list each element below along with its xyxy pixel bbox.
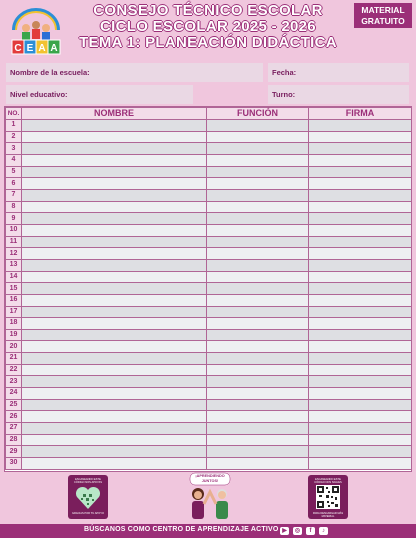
name-cell[interactable] [22,143,207,155]
name-cell[interactable] [22,213,207,225]
download-qr-caption: ESCANEANDO ESTE CÓDIGO NOS SIGUES [314,478,342,484]
table-row [6,376,412,388]
name-cell[interactable] [22,248,207,260]
role-cell[interactable] [207,294,309,306]
name-cell[interactable] [22,166,207,178]
footer-bar [0,524,416,538]
table-row [6,259,412,271]
name-cell[interactable] [22,154,207,166]
table-row [6,248,412,260]
table-row [6,143,412,155]
name-cell[interactable] [22,178,207,190]
signature-cell[interactable] [309,224,412,236]
name-cell[interactable] [22,411,207,423]
signature-cell[interactable] [309,399,412,411]
name-cell[interactable] [22,376,207,388]
facebook-icon[interactable]: f [306,527,315,535]
name-cell[interactable] [22,131,207,143]
download-qr-card[interactable] [308,475,348,519]
role-cell[interactable] [207,178,309,190]
name-cell[interactable] [22,341,207,353]
table-row [6,120,412,132]
signature-cell[interactable] [309,411,412,423]
row-number: 21 [6,353,22,365]
row-number: 16 [6,294,22,306]
signature-cell[interactable] [309,376,412,388]
signature-cell[interactable] [309,364,412,376]
row-number: 28 [6,434,22,446]
svg-text:A: A [50,43,58,54]
signature-cell[interactable] [309,388,412,400]
row-number: 23 [6,376,22,388]
education-level-field[interactable] [6,85,193,104]
table-row [6,388,412,400]
row-number: 14 [6,271,22,283]
role-cell[interactable] [207,376,309,388]
row-number: 22 [6,364,22,376]
role-cell[interactable] [207,283,309,295]
svg-text:A: A [38,43,46,54]
row-number: 11 [6,236,22,248]
table-row [6,131,412,143]
signature-cell[interactable] [309,458,412,470]
row-number: 10 [6,224,22,236]
signature-cell[interactable] [309,131,412,143]
name-cell[interactable] [22,201,207,213]
role-cell[interactable] [207,201,309,213]
header [0,0,416,62]
row-number: 26 [6,411,22,423]
signature-cell[interactable] [309,341,412,353]
table-row [6,329,412,341]
page-title [70,3,346,51]
role-cell[interactable] [207,236,309,248]
role-cell[interactable] [207,259,309,271]
signature-cell[interactable] [309,318,412,330]
header-signature: FIRMA [309,108,412,120]
name-cell[interactable] [22,120,207,132]
name-cell[interactable] [22,259,207,271]
row-number: 6 [6,178,22,190]
row-number: 8 [6,201,22,213]
free-material-badge [354,3,412,28]
signature-cell[interactable] [309,178,412,190]
role-cell[interactable] [207,318,309,330]
table-row [6,341,412,353]
qr-code-icon [316,485,340,509]
support-qr-bottom: GRACIAS POR TU APOYO [72,512,104,515]
badge-line-1: MATERIAL [361,5,405,15]
header-role: FUNCIÓN [207,108,309,120]
name-cell[interactable] [22,283,207,295]
row-number: 20 [6,341,22,353]
role-cell[interactable] [207,189,309,201]
role-cell[interactable] [207,271,309,283]
table-row [6,294,412,306]
signature-cell[interactable] [309,166,412,178]
row-number: 13 [6,259,22,271]
table-row [6,318,412,330]
table-row [6,306,412,318]
role-cell[interactable] [207,131,309,143]
row-number: 9 [6,213,22,225]
name-cell[interactable] [22,423,207,435]
table-row [6,178,412,190]
title-line-1: CONSEJO TÉCNICO ESCOLAR [93,2,323,19]
date-label: Fecha: [272,68,297,77]
support-qr-card[interactable] [68,475,108,519]
row-number: 2 [6,131,22,143]
name-cell[interactable] [22,189,207,201]
signature-cell[interactable] [309,446,412,458]
role-cell[interactable] [207,353,309,365]
name-cell[interactable] [22,271,207,283]
table-row [6,353,412,365]
table-row [6,364,412,376]
title-line-2: CICLO ESCOLAR 2025 - 2026 [100,18,316,35]
role-cell[interactable] [207,341,309,353]
education-level-label: Nivel educativo: [10,90,68,99]
signature-cell[interactable] [309,294,412,306]
signature-cell[interactable] [309,259,412,271]
role-cell[interactable] [207,411,309,423]
role-cell[interactable] [207,166,309,178]
name-cell[interactable] [22,446,207,458]
table-row [6,213,412,225]
signature-cell[interactable] [309,306,412,318]
row-number: 18 [6,318,22,330]
table-row [6,189,412,201]
table-row [6,411,412,423]
signature-cell[interactable] [309,120,412,132]
header-name: NOMBRE [22,108,207,120]
name-cell[interactable] [22,364,207,376]
row-number: 25 [6,399,22,411]
table-row [6,434,412,446]
signature-cell[interactable] [309,201,412,213]
row-number: 24 [6,388,22,400]
signature-cell[interactable] [309,236,412,248]
role-cell[interactable] [207,364,309,376]
signature-cell[interactable] [309,283,412,295]
table-row [6,166,412,178]
role-cell[interactable] [207,213,309,225]
role-cell[interactable] [207,423,309,435]
school-name-field[interactable] [6,63,263,82]
row-number: 29 [6,446,22,458]
row-number: 15 [6,283,22,295]
instagram-icon[interactable]: ◎ [294,528,301,534]
row-number: 1 [6,120,22,132]
table-header-row [6,108,412,120]
role-cell[interactable] [207,143,309,155]
signature-cell[interactable] [309,143,412,155]
table-row [6,283,412,295]
signature-cell[interactable] [309,271,412,283]
name-cell[interactable] [22,294,207,306]
table-row [6,201,412,213]
row-number: 17 [6,306,22,318]
row-number: 19 [6,329,22,341]
table-row [6,446,412,458]
heart-qr-icon [75,485,101,510]
table-row [6,423,412,435]
role-cell[interactable] [207,154,309,166]
name-cell[interactable] [22,353,207,365]
row-number: 3 [6,143,22,155]
teachers-illustration [180,472,240,524]
youtube-icon[interactable]: ▶ [280,527,289,535]
title-line-3: TEMA 1: PLANEACIÓN DIDÁCTICA [79,34,337,51]
table-row [6,236,412,248]
row-number: 30 [6,458,22,470]
name-cell[interactable] [22,306,207,318]
school-name-label: Nombre de la escuela: [10,68,90,77]
signature-cell[interactable] [309,329,412,341]
signature-cell[interactable] [309,213,412,225]
name-cell[interactable] [22,329,207,341]
role-cell[interactable] [207,306,309,318]
name-cell[interactable] [22,236,207,248]
role-cell[interactable] [207,399,309,411]
table-row [6,154,412,166]
download-qr-bottom: PARA DESCARGAR MÁS MATERIAL [312,512,344,518]
badge-line-2: GRATUITO [361,16,405,26]
row-number: 5 [6,166,22,178]
svg-text:E: E [26,43,34,54]
role-cell[interactable] [207,120,309,132]
table-row [6,224,412,236]
signature-cell[interactable] [309,423,412,435]
attendance-table [4,106,412,472]
name-cell[interactable] [22,388,207,400]
role-cell[interactable] [207,329,309,341]
signature-cell[interactable] [309,248,412,260]
role-cell[interactable] [207,446,309,458]
signature-cell[interactable] [309,189,412,201]
table-row [6,399,412,411]
role-cell[interactable] [207,458,309,470]
role-cell[interactable] [207,248,309,260]
table-row [6,458,412,470]
name-cell[interactable] [22,224,207,236]
name-cell[interactable] [22,458,207,470]
row-number: 7 [6,189,22,201]
shift-label: Turno: [272,90,296,99]
row-number: 4 [6,154,22,166]
shift-field[interactable] [268,85,409,104]
row-number: 27 [6,423,22,435]
ceaa-logo [6,4,66,58]
name-cell[interactable] [22,399,207,411]
role-cell[interactable] [207,388,309,400]
footer-tagline: BÚSCANOS COMO CENTRO DE APRENDIZAJE ACTIVO [84,526,279,533]
header-number: NO. [6,108,22,120]
speech-bubble: ¡APRENDIENDO JUNTOS! [195,474,225,483]
row-number: 12 [6,248,22,260]
role-cell[interactable] [207,224,309,236]
date-field[interactable] [268,63,409,82]
role-cell[interactable] [207,434,309,446]
table-row [6,271,412,283]
svg-text:C: C [14,43,22,54]
signature-cell[interactable] [309,353,412,365]
support-qr-caption: ESCANEANDO ESTE CÓDIGO NOS APOYAS [74,478,102,484]
name-cell[interactable] [22,318,207,330]
name-cell[interactable] [22,434,207,446]
tiktok-icon[interactable]: ♪ [319,527,328,535]
signature-cell[interactable] [309,434,412,446]
signature-cell[interactable] [309,154,412,166]
